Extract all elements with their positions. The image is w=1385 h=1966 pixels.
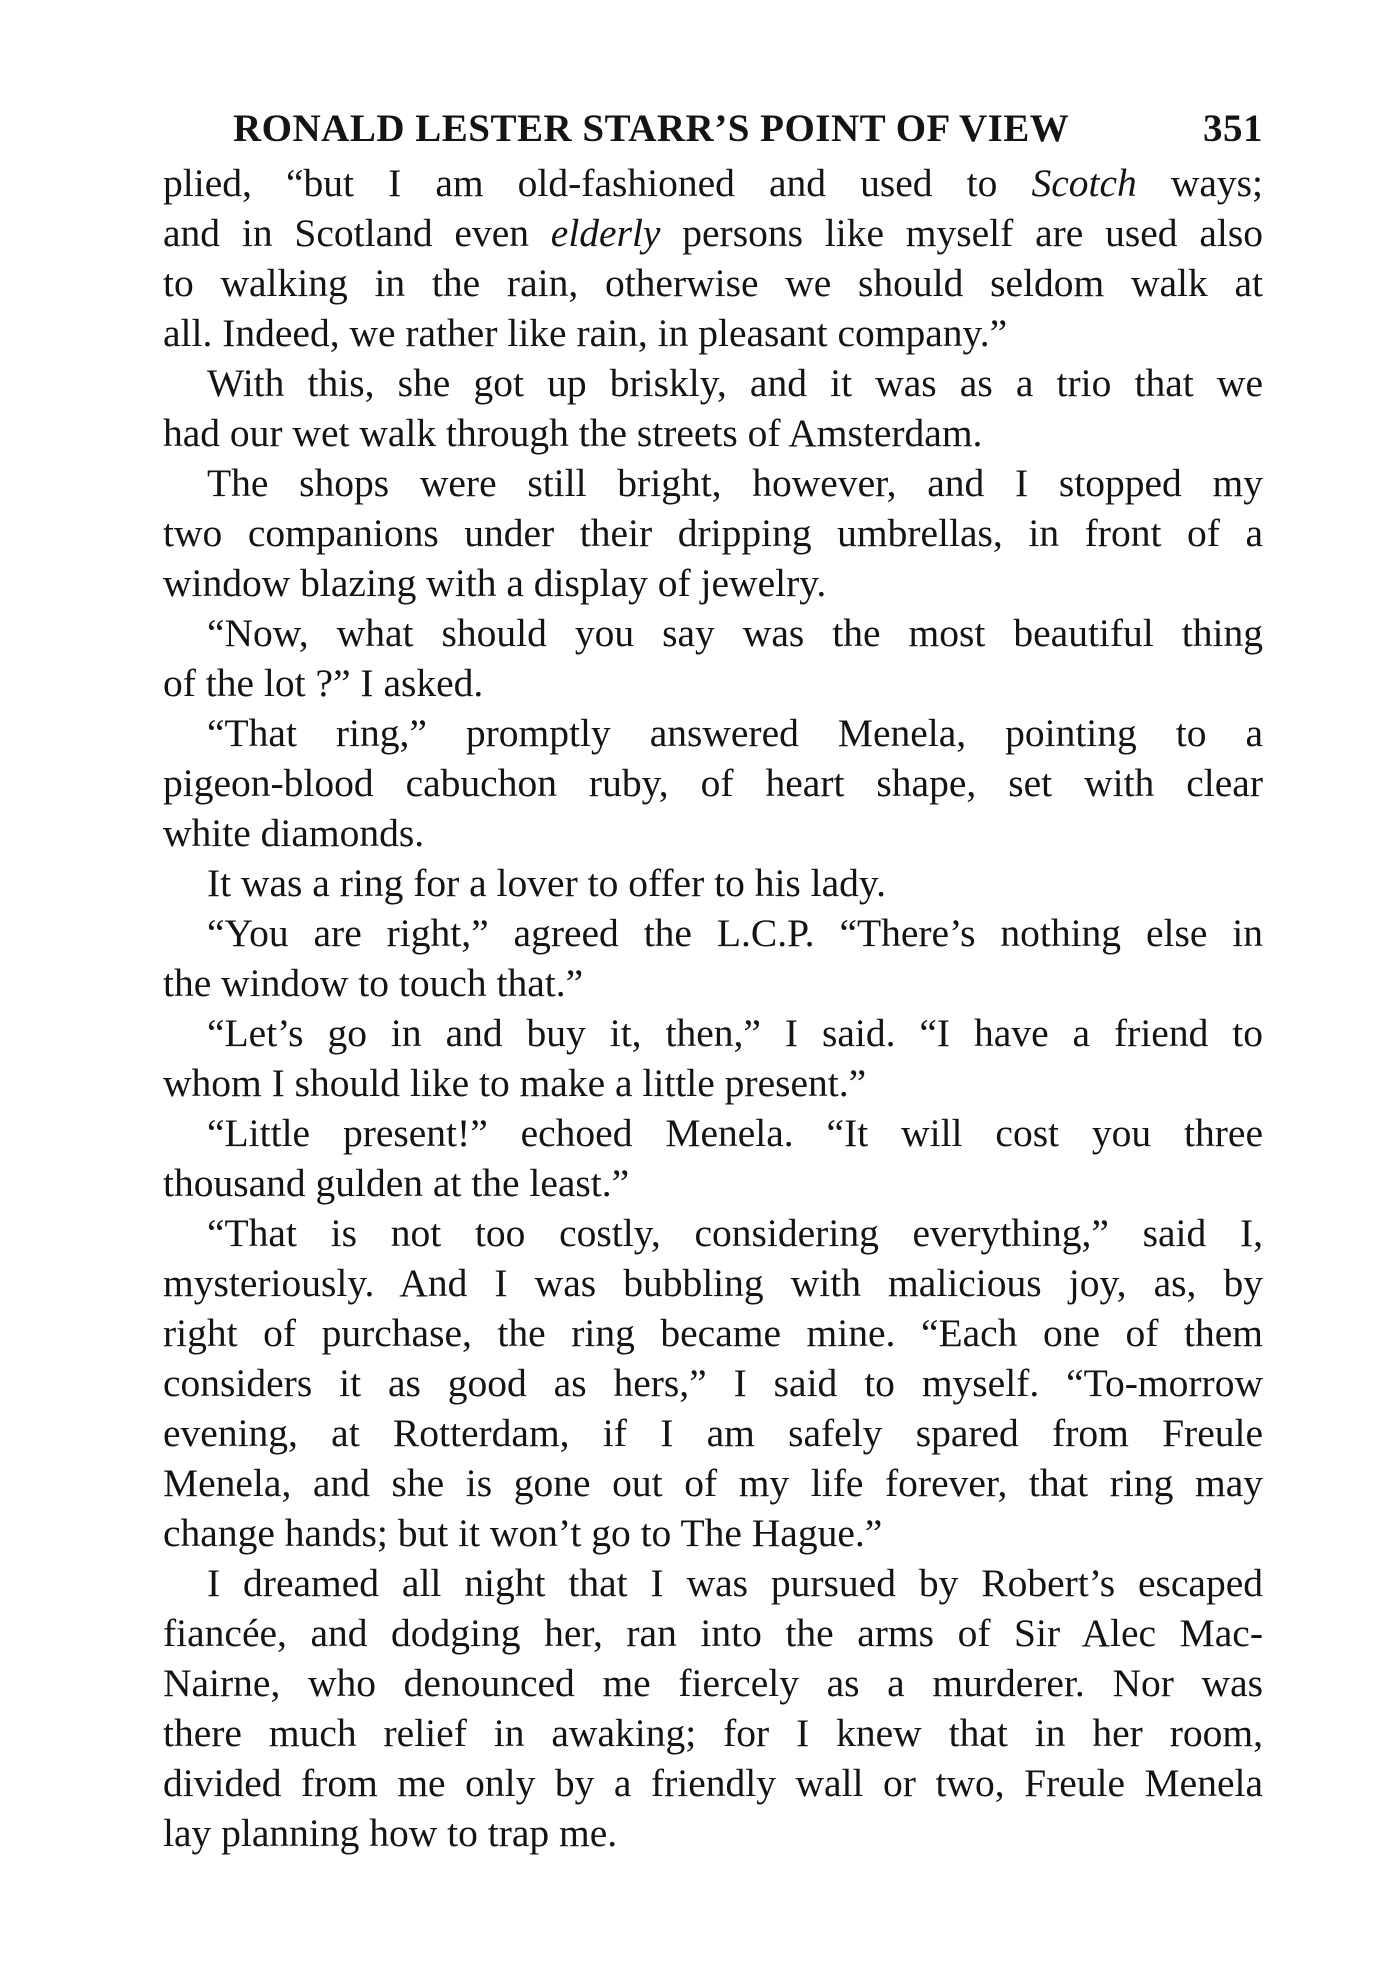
line-text: to walking in the rain, otherwise we should seldom walk at (163, 261, 1263, 305)
line-text: “You are right,” agreed the L.C.P. “There’s nothing else in (207, 911, 1263, 955)
line-text: Menela, and she is gone out of my life forever, that ring may (163, 1461, 1263, 1505)
body-text (163, 158, 1263, 1858)
line-text: evening, at Rotterdam, if I am safely spared from Freule (163, 1411, 1263, 1455)
text-line (163, 1308, 1263, 1358)
line-text: white diamonds. (163, 811, 425, 855)
text-line (163, 258, 1263, 308)
running-head (163, 100, 1263, 158)
line-text: the window to touch that.” (163, 961, 584, 1005)
text-line (163, 1358, 1263, 1408)
line-text: and in Scotland even (163, 211, 551, 255)
line-text: fiancée, and dodging her, ran into the arms of Sir Alec Mac- (163, 1611, 1263, 1655)
line-text: mysteriously. And I was bubbling with malicious joy, as, by (163, 1261, 1263, 1305)
text-line (163, 1108, 1263, 1158)
text-line (163, 858, 1263, 908)
line-text: right of purchase, the ring became mine. “Each one of them (163, 1311, 1263, 1355)
text-line (163, 1158, 1263, 1208)
text-line (163, 1808, 1263, 1858)
text-line (163, 808, 1263, 858)
text-line (163, 658, 1263, 708)
line-text: I dreamed all night that I was pursued by Robert’s escaped (207, 1561, 1263, 1605)
line-text: “Little present!” echoed Menela. “It will cost you three (207, 1111, 1263, 1155)
text-line (163, 758, 1263, 808)
line-text: pigeon-blood cabuchon ruby, of heart shape, set with clear (163, 761, 1263, 805)
page-number: 351 (1203, 107, 1263, 150)
text-line (163, 508, 1263, 558)
text-line (163, 1458, 1263, 1508)
text-line (163, 1208, 1263, 1258)
text-line (163, 1758, 1263, 1808)
line-text: ways; (1136, 161, 1263, 205)
text-line (163, 908, 1263, 958)
text-line (163, 1008, 1263, 1058)
text-line (163, 1408, 1263, 1458)
line-text: change hands; but it won’t go to The Hague.” (163, 1511, 883, 1555)
text-line (163, 408, 1263, 458)
line-text: of the lot ?” I asked. (163, 661, 484, 705)
text-line (163, 1558, 1263, 1608)
line-text: considers it as good as hers,” I said to myself. “To-morrow (163, 1361, 1263, 1405)
text-line (163, 1258, 1263, 1308)
line-text: persons like myself are used also (660, 211, 1263, 255)
line-text: “That ring,” promptly answered Menela, pointing to a (207, 711, 1263, 755)
line-text: divided from me only by a friendly wall or two, Freule Menela (163, 1761, 1263, 1805)
line-text: there much relief in awaking; for I knew that in her room, (163, 1711, 1263, 1755)
line-text: thousand gulden at the least.” (163, 1161, 630, 1205)
line-text: With this, she got up briskly, and it was as a trio that we (207, 361, 1263, 405)
line-text: It was a ring for a lover to offer to his lady. (207, 861, 886, 905)
running-head-title: RONALD LESTER STARR’S POINT OF VIEW (233, 107, 1070, 150)
italic-text: Scotch (1031, 161, 1137, 205)
text-line (163, 1708, 1263, 1758)
line-text: The shops were still bright, however, and I stopped my (207, 461, 1263, 505)
line-text: window blazing with a display of jewelry. (163, 561, 827, 605)
text-line (163, 608, 1263, 658)
text-line (163, 708, 1263, 758)
text-line (163, 558, 1263, 608)
text-line (163, 158, 1263, 208)
text-line (163, 458, 1263, 508)
line-text: “That is not too costly, considering everything,” said I, (207, 1211, 1263, 1255)
text-line (163, 358, 1263, 408)
text-line (163, 308, 1263, 358)
line-text: plied, “but I am old-fashioned and used to (163, 161, 1032, 205)
line-text: “Let’s go in and buy it, then,” I said. “I have a friend to (207, 1011, 1263, 1055)
text-line (163, 1658, 1263, 1708)
text-line (163, 1508, 1263, 1558)
line-text: two companions under their dripping umbrellas, in front of a (163, 511, 1263, 555)
book-page (163, 100, 1263, 1858)
line-text: all. Indeed, we rather like rain, in pleasant company.” (163, 311, 1008, 355)
text-line (163, 1058, 1263, 1108)
line-text: “Now, what should you say was the most beautiful thing (207, 611, 1263, 655)
text-line (163, 958, 1263, 1008)
line-text: whom I should like to make a little present.” (163, 1061, 867, 1105)
italic-text: elderly (550, 211, 661, 255)
text-line (163, 208, 1263, 258)
line-text: lay planning how to trap me. (163, 1811, 618, 1855)
text-line (163, 1608, 1263, 1658)
line-text: Nairne, who denounced me fiercely as a murderer. Nor was (163, 1661, 1263, 1705)
line-text: had our wet walk through the streets of Amsterdam. (163, 411, 983, 455)
